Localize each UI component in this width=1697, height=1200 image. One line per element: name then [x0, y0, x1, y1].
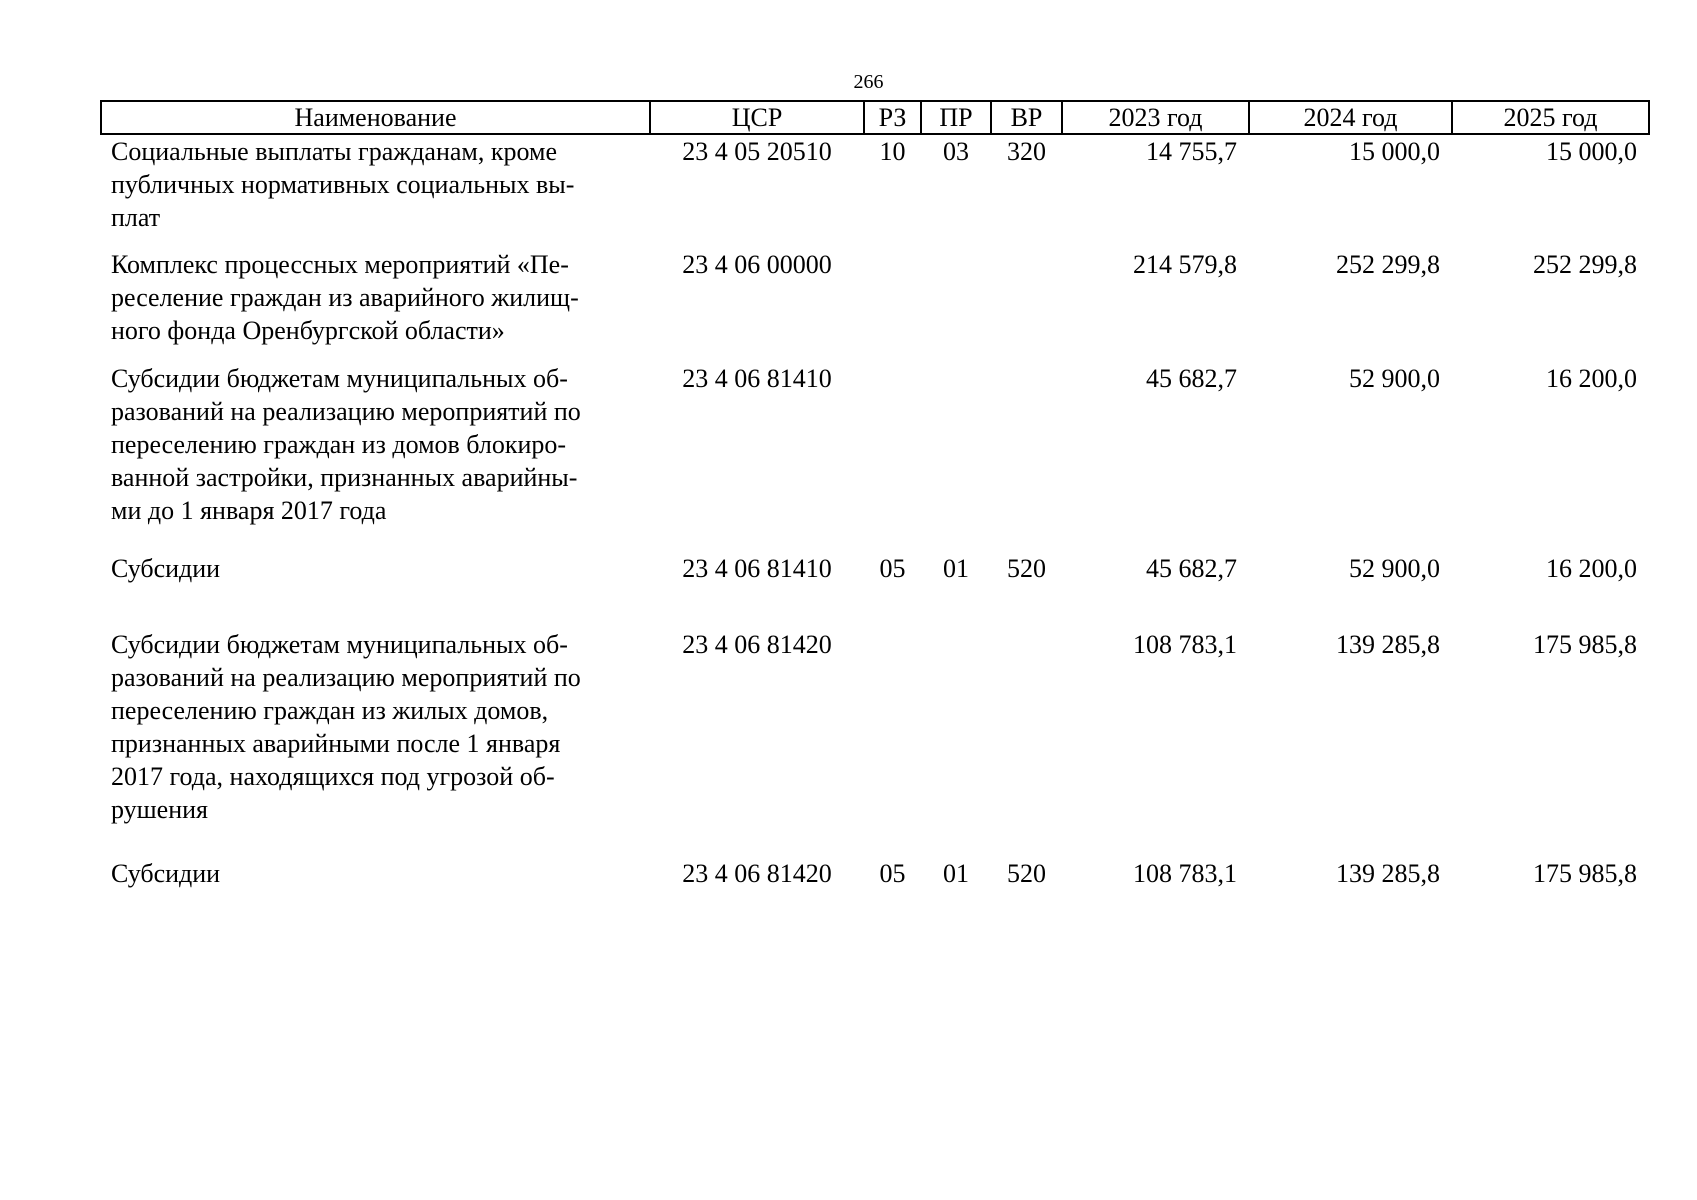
row-csr: 23 4 06 81420 [682, 859, 832, 888]
row-name-text: Субсидии бюджетам муниципальных об- разований на реализацию мероприятий по переселению граждан из домов блокиро- ванной застройки, признанных аварийны- ми до 1 января 2017 года [111, 364, 581, 525]
row-2025: 15 000,0 [1546, 137, 1637, 166]
row-2024: 52 900,0 [1349, 554, 1440, 583]
row-2024: 139 285,8 [1336, 859, 1440, 888]
row-vr: 520 [1007, 554, 1046, 583]
row-rz [864, 628, 921, 857]
row-rz: 10 [879, 137, 906, 166]
table-row [101, 362, 1649, 552]
row-csr: 23 4 06 00000 [682, 250, 832, 279]
header-2023: 2023 год [1062, 101, 1249, 134]
row-rz: 05 [879, 859, 906, 888]
row-vr [991, 628, 1062, 857]
row-csr: 23 4 06 81410 [682, 364, 832, 393]
row-csr: 23 4 06 81410 [682, 554, 832, 583]
row-rz: 05 [879, 554, 906, 583]
row-name [101, 248, 650, 362]
row-name [101, 628, 650, 857]
table-row [101, 552, 1649, 628]
row-rz [864, 362, 921, 552]
row-2025: 16 200,0 [1546, 364, 1637, 393]
header-name: Наименование [101, 101, 650, 134]
header-pr: ПР [921, 101, 991, 134]
row-name [101, 362, 650, 552]
row-2023: 45 682,7 [1146, 364, 1237, 393]
row-2025: 175 985,8 [1533, 859, 1637, 888]
row-vr: 320 [1007, 137, 1046, 166]
table-row [101, 628, 1649, 857]
row-pr: 03 [943, 137, 969, 166]
row-name-text: Субсидии бюджетам муниципальных об- разований на реализацию мероприятий по переселению граждан из жилых домов, признанных аварийными после 1 января 2017 года, находящихся под угрозой об- рушения [111, 630, 581, 824]
row-2024: 52 900,0 [1349, 364, 1440, 393]
header-2024: 2024 год [1249, 101, 1452, 134]
header-rz: РЗ [864, 101, 921, 134]
row-name [101, 552, 650, 628]
row-2023: 108 783,1 [1133, 630, 1237, 659]
row-pr: 01 [943, 554, 969, 583]
row-name-text: Субсидии [111, 554, 221, 583]
header-vr: ВР [991, 101, 1062, 134]
row-2025: 175 985,8 [1533, 630, 1637, 659]
page-number: 266 [853, 71, 884, 93]
table-header-row [101, 101, 1649, 134]
header-2025: 2025 год [1452, 101, 1649, 134]
row-name [101, 857, 650, 897]
row-2023: 108 783,1 [1133, 859, 1237, 888]
table-row [101, 248, 1649, 362]
row-vr [991, 362, 1062, 552]
row-pr [921, 628, 991, 857]
table-row [101, 857, 1649, 897]
row-name [101, 134, 650, 248]
row-2023: 45 682,7 [1146, 554, 1237, 583]
row-name-text: Субсидии [111, 859, 221, 888]
row-2025: 16 200,0 [1546, 554, 1637, 583]
row-pr [921, 362, 991, 552]
row-vr: 520 [1007, 859, 1046, 888]
row-2023: 14 755,7 [1146, 137, 1237, 166]
row-name-text: Социальные выплаты гражданам, кроме публичных нормативных социальных вы- плат [111, 137, 575, 232]
row-2025: 252 299,8 [1533, 250, 1637, 279]
row-pr [921, 248, 991, 362]
row-2024: 139 285,8 [1336, 630, 1440, 659]
row-vr [991, 248, 1062, 362]
table-row [101, 134, 1649, 248]
row-csr: 23 4 06 81420 [682, 630, 832, 659]
row-2023: 214 579,8 [1133, 250, 1237, 279]
row-name-text: Комплекс процессных мероприятий «Пе- реселение граждан из аварийного жилищ- ного фонда Оренбургской области» [111, 250, 579, 345]
header-csr: ЦСР [650, 101, 864, 134]
row-pr: 01 [943, 859, 969, 888]
row-csr: 23 4 05 20510 [682, 137, 832, 166]
budget-table [100, 100, 1650, 897]
row-2024: 15 000,0 [1349, 137, 1440, 166]
row-2024: 252 299,8 [1336, 250, 1440, 279]
row-rz [864, 248, 921, 362]
